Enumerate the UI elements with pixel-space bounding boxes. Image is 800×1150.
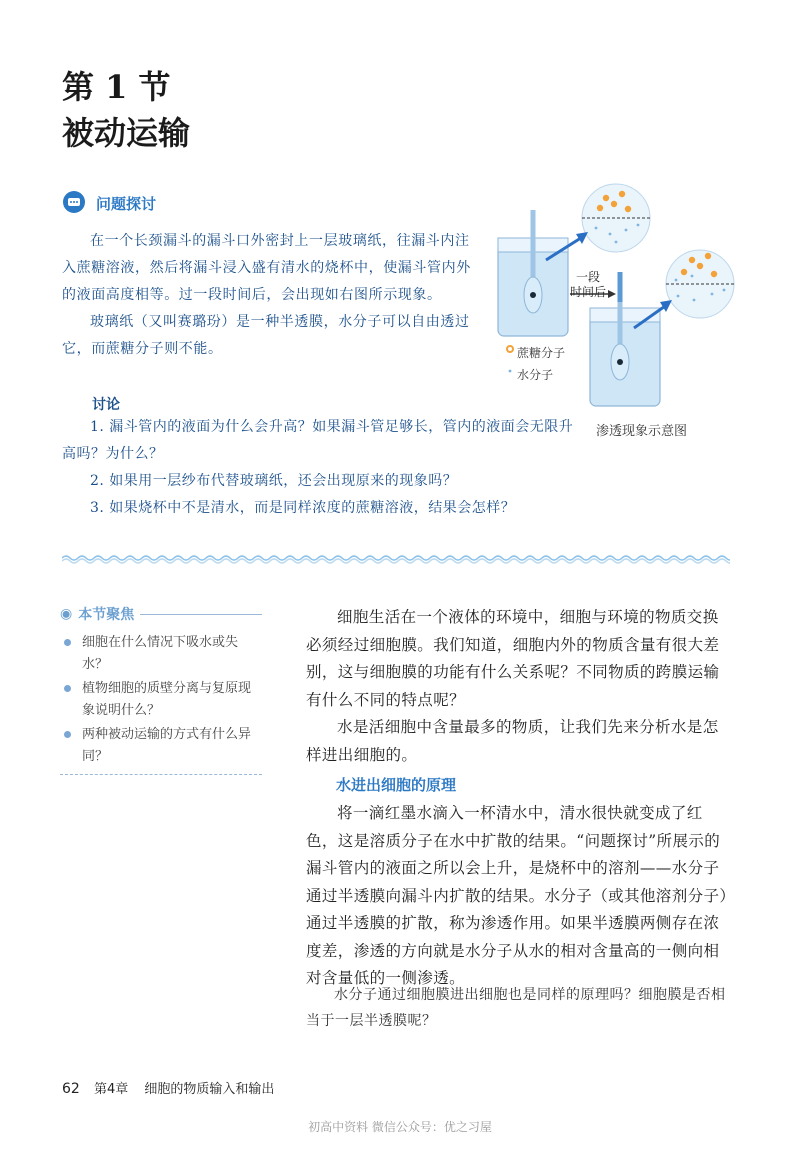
figure-caption: 渗透现象示意图 xyxy=(596,424,688,439)
osmosis-diagram xyxy=(488,180,740,420)
principle-text xyxy=(306,800,732,993)
explore-paragraph: 玻璃纸（又叫赛璐玢）是一种半透膜，水分子可以自由透过它，而蔗糖分子则不能。 xyxy=(62,314,470,357)
wavy-divider xyxy=(62,550,730,566)
magnified-view-before xyxy=(582,184,650,252)
focus-item-text: 植物细胞的质壁分离与复原现象说明什么？ xyxy=(82,681,252,718)
question-item: 1. 漏斗管内的液面为什么会升高？如果漏斗管足够长，管内的液面会无限升高吗？为什么？ xyxy=(62,419,574,462)
focus-divider xyxy=(140,614,262,615)
thinking-question xyxy=(306,982,732,1034)
chapter-number: 第4章 xyxy=(93,1082,129,1097)
subsection-heading: 水进出细胞的原理 xyxy=(336,776,457,794)
page-footer xyxy=(62,1078,274,1097)
body-paragraph: 水是活细胞中含量最多的物质，让我们先来分析水是怎样进出细胞的。 xyxy=(306,718,719,764)
bullet-icon xyxy=(64,639,71,646)
legend-sucrose: 蔗糖分子 xyxy=(517,346,566,360)
list-item xyxy=(60,724,262,768)
arrow-label-line2: 时间后 xyxy=(569,285,606,299)
body-paragraph: 将一滴红墨水滴入一杯清水中，清水很快就变成了红色，这是溶质分子在水中扩散的结果。“问题探讨”所展示的漏斗管内的液面之所以会上升，是烧杯中的溶剂——水分子通过半透膜向漏斗内扩散的结果。水分子（或其他溶剂分子）通过半透膜的扩散，称为渗透作用。如果半透膜两侧存在浓度差，渗透的方向就是水分子从水的相对含量高的一侧向相对含量低的一侧渗透。 xyxy=(306,804,728,987)
chat-bubble-icon xyxy=(62,190,86,214)
focus-item-text: 细胞在什么情况下吸水或失水？ xyxy=(82,635,239,672)
discuss-title: 讨论 xyxy=(92,397,120,413)
page-number: 62 xyxy=(62,1081,80,1097)
watermark: 初高中资料 微信公众号：优之习屋 xyxy=(308,1120,492,1134)
question-item: 3. 如果烧杯中不是清水，而是同样浓度的蔗糖溶液，结果会怎样？ xyxy=(90,500,516,516)
page-title: 被动运输 xyxy=(62,114,191,152)
focus-icon: ◉ xyxy=(60,606,73,622)
bullet-icon xyxy=(64,731,71,738)
list-item xyxy=(60,632,262,676)
explore-header: 问题探讨 xyxy=(96,195,157,213)
body-paragraph: 细胞生活在一个液体的环境中，细胞与环境的物质交换必须经过细胞膜。我们知道，细胞内外的物质含量有很大差别，这与细胞膜的功能有什么关系呢？不同物质的跨膜运输有什么不同的特点呢？ xyxy=(306,608,720,709)
explore-paragraph: 在一个长颈漏斗的漏斗口外密封上一层玻璃纸，往漏斗内注入蔗糖溶液，然后将漏斗浸入盛有清水的烧杯中，使漏斗管内外的液面高度相等。过一段时间后，会出现如右图所示现象。 xyxy=(62,233,471,303)
discussion-questions xyxy=(62,414,582,522)
focus-title xyxy=(60,604,262,624)
section-number: 第 1 节 xyxy=(62,68,171,106)
list-item xyxy=(60,678,262,722)
focus-bottom-rule xyxy=(60,774,262,775)
question-item: 2. 如果用一层纱布代替玻璃纸，还会出现原来的现象吗？ xyxy=(90,473,458,489)
arrow-label-line1: 一段 xyxy=(575,270,600,284)
focus-item-text: 两种被动运输的方式有什么异同？ xyxy=(82,727,252,764)
focus-list xyxy=(60,632,262,768)
question-paragraph: 水分子通过细胞膜进出细胞也是同样的原理吗？细胞膜是否相当于一层半透膜呢？ xyxy=(306,987,726,1029)
magnified-view-after xyxy=(666,250,734,318)
focus-title-text: 本节聚焦 xyxy=(78,607,135,623)
chapter-title: 细胞的物质输入和输出 xyxy=(144,1082,275,1097)
legend-water: 水分子 xyxy=(517,368,554,382)
arrow-label xyxy=(560,270,616,300)
explore-text xyxy=(62,228,474,363)
intro-text xyxy=(306,604,732,769)
beaker-before xyxy=(498,210,568,336)
section-focus xyxy=(60,604,262,775)
bullet-icon xyxy=(64,685,71,692)
